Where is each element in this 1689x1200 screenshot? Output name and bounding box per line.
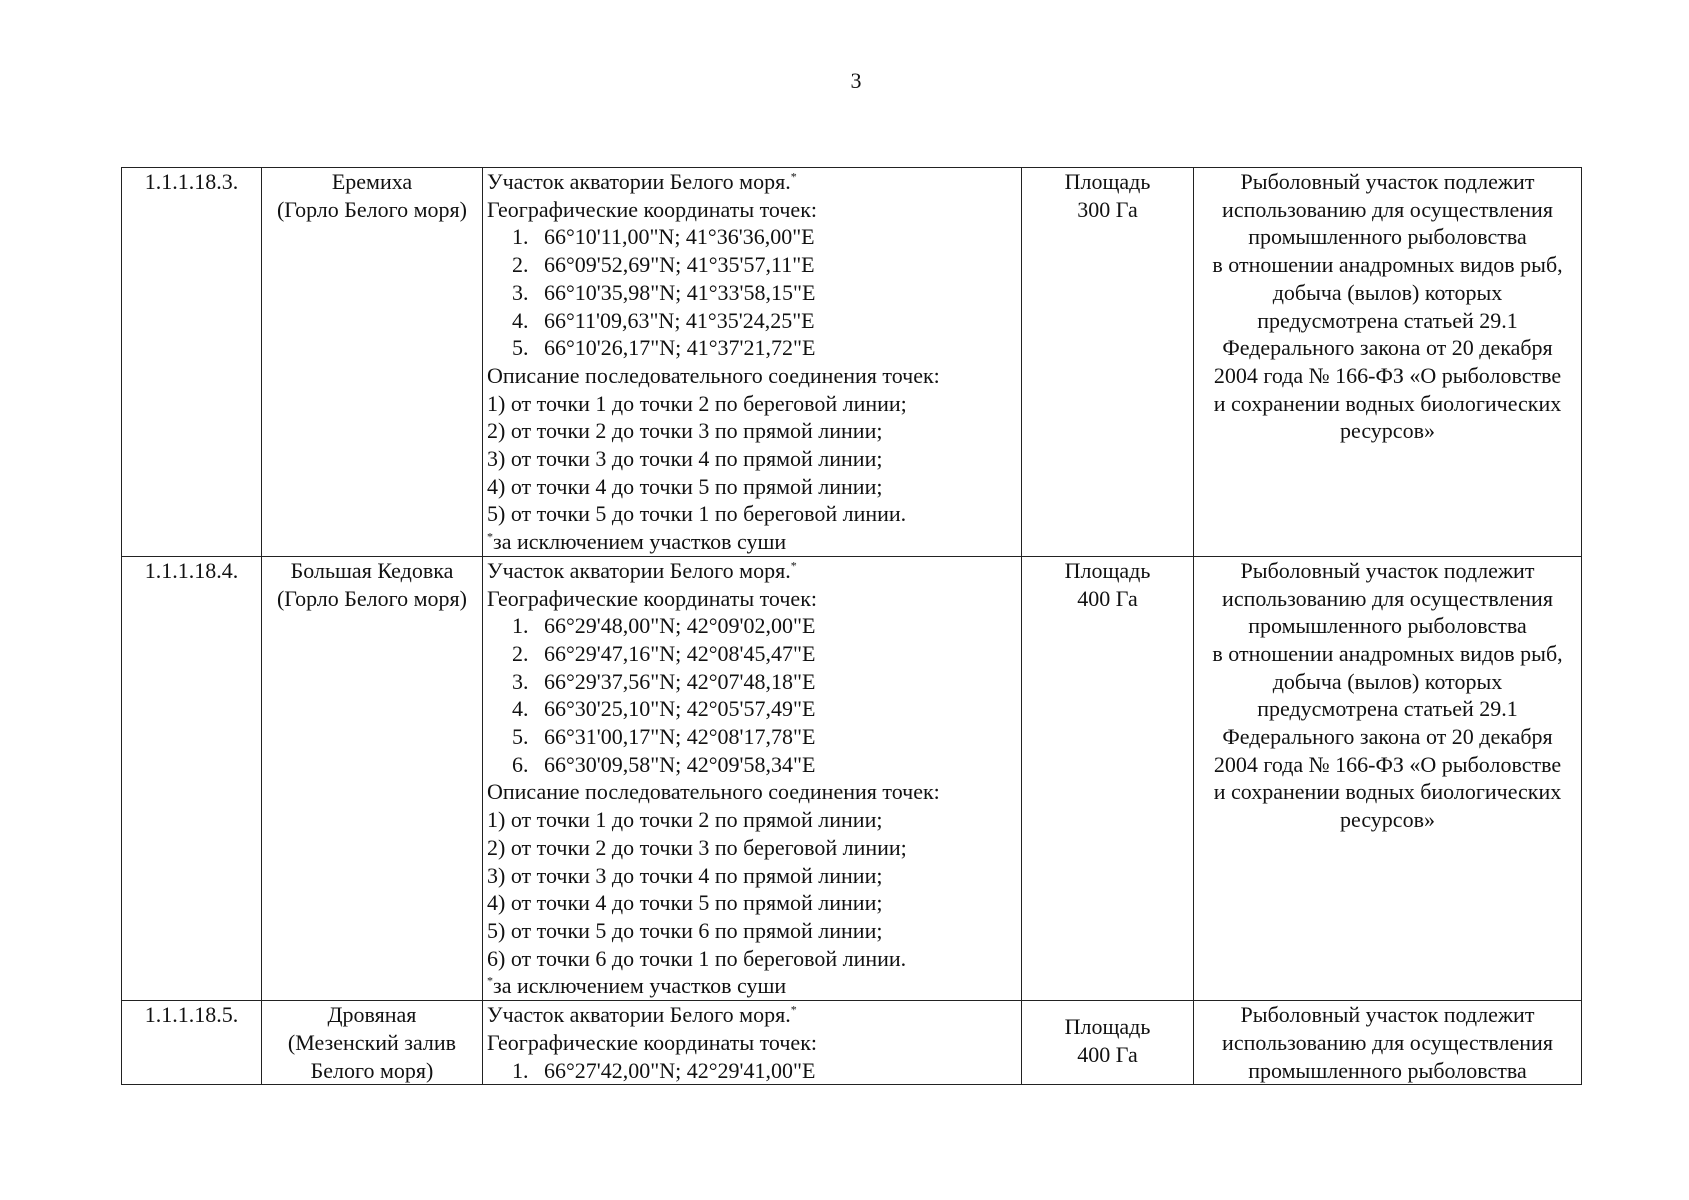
coordinate-item — [487, 279, 1017, 307]
connection-header: Описание последовательного соединения точек: — [487, 779, 940, 805]
area-size-line: Площадь — [1064, 169, 1151, 194]
area-size-cell — [1022, 556, 1194, 1000]
coordinate-index: 4. — [512, 696, 529, 722]
table-body — [122, 168, 1582, 1085]
footnote — [487, 528, 1017, 556]
description-title-text: Участок акватории Белого моря. — [487, 1002, 791, 1028]
coordinate-value: 66°29'48,00"N; 42°09'02,00"E — [544, 613, 816, 639]
purpose-note-line: Рыболовный участок подлежит — [1240, 1002, 1535, 1028]
table-row — [122, 1001, 1582, 1085]
coordinates-header: Географические координаты точек: — [487, 1029, 817, 1055]
area-name-line: (Горло Белого моря) — [276, 585, 468, 611]
page-number: 3 — [850, 68, 862, 93]
connection-item: 1) от точки 1 до точки 2 по прямой линии; — [487, 807, 883, 833]
description-title — [487, 1001, 1017, 1029]
coordinate-index: 1. — [512, 1057, 529, 1083]
description-title-text: Участок акватории Белого моря. — [487, 557, 791, 583]
purpose-note-line: в отношении анадромных видов рыб, — [1212, 252, 1563, 278]
coordinate-value: 66°10'35,98"N; 41°33'58,15"E — [544, 279, 816, 305]
coordinate-value: 66°09'52,69"N; 41°35'57,11"E — [544, 252, 815, 278]
area-name-line: Еремиха — [331, 169, 413, 194]
area-size-line: 300 Га — [1077, 196, 1138, 222]
coordinate-index: 3. — [512, 279, 529, 305]
purpose-note-line: Федерального закона от 20 декабря — [1222, 335, 1553, 361]
coordinate-item — [487, 307, 1017, 335]
coordinate-item — [487, 612, 1017, 640]
purpose-note-line: предусмотрена статьей 29.1 — [1257, 696, 1518, 722]
purpose-note-line: Рыболовный участок подлежит — [1240, 557, 1535, 583]
purpose-note-line: промышленного рыболовства — [1248, 224, 1527, 250]
description-title — [487, 557, 1017, 585]
area-size-cell — [1022, 168, 1194, 557]
coordinate-value: 66°10'11,00"N; 41°36'36,00"E — [544, 224, 815, 250]
coordinate-item — [487, 223, 1017, 251]
connection-item: 5) от точки 5 до точки 6 по прямой линии; — [487, 917, 883, 943]
description-cell — [483, 1001, 1022, 1085]
row-number-cell: 1.1.1.18.4. — [122, 556, 262, 1000]
purpose-note-line: добыча (вылов) которых — [1272, 668, 1503, 694]
connection-item: 2) от точки 2 до точки 3 по прямой линии; — [487, 418, 883, 444]
purpose-note-cell — [1194, 168, 1582, 557]
coordinate-item — [487, 695, 1017, 723]
purpose-note-line: Рыболовный участок подлежит — [1240, 169, 1535, 194]
connection-item: 6) от точки 6 до точки 1 по береговой линии. — [487, 945, 907, 971]
coordinate-item — [487, 640, 1017, 668]
coordinate-index: 5. — [512, 724, 529, 750]
area-name-line: Дровяная — [327, 1002, 417, 1028]
connection-item: 1) от точки 1 до точки 2 по береговой линии; — [487, 390, 907, 416]
description-title-text: Участок акватории Белого моря. — [487, 169, 791, 194]
footnote-marker: * — [790, 1002, 797, 1017]
coordinate-item — [487, 251, 1017, 279]
area-size-line: 400 Га — [1077, 585, 1138, 611]
area-size-line: Площадь — [1064, 1014, 1151, 1040]
purpose-note-line: и сохранении водных биологических — [1213, 390, 1562, 416]
purpose-note-cell — [1194, 1001, 1582, 1085]
footnote-text: за исключением участков суши — [493, 529, 787, 555]
coordinate-index: 3. — [512, 668, 529, 694]
connection-item: 3) от точки 3 до точки 4 по прямой линии; — [487, 446, 883, 472]
coordinate-item — [487, 751, 1017, 779]
area-name-cell — [262, 1001, 483, 1085]
coordinate-value: 66°30'25,10"N; 42°05'57,49"E — [544, 696, 816, 722]
connection-header: Описание последовательного соединения точек: — [487, 362, 940, 388]
purpose-note-line: Федерального закона от 20 декабря — [1222, 724, 1553, 750]
coordinate-value: 66°29'37,56"N; 42°07'48,18"E — [544, 668, 816, 694]
coordinate-value: 66°30'09,58"N; 42°09'58,34"E — [544, 751, 816, 777]
fishing-areas-table — [121, 167, 1582, 1085]
coordinate-value: 66°31'00,17"N; 42°08'17,78"E — [544, 724, 816, 750]
connection-item: 4) от точки 4 до точки 5 по прямой линии; — [487, 890, 883, 916]
connection-item: 5) от точки 5 до точки 1 по береговой линии. — [487, 501, 907, 527]
footnote-text: за исключением участков суши — [493, 973, 787, 999]
coordinate-item — [487, 334, 1017, 362]
table-row — [122, 556, 1582, 1000]
purpose-note-line: в отношении анадромных видов рыб, — [1212, 640, 1563, 666]
area-name-line: (Горло Белого моря) — [276, 196, 468, 222]
footnote-marker: * — [487, 529, 493, 544]
row-number-cell: 1.1.1.18.5. — [122, 1001, 262, 1085]
row-number-cell: 1.1.1.18.3. — [122, 168, 262, 557]
footnote-marker: * — [487, 974, 493, 989]
description-title — [487, 168, 1017, 196]
coordinate-item — [487, 668, 1017, 696]
coordinate-index: 4. — [512, 307, 529, 333]
area-size-line: 400 Га — [1077, 1041, 1138, 1067]
coordinate-value: 66°27'42,00"N; 42°29'41,00"E — [544, 1057, 816, 1083]
purpose-note-line: и сохранении водных биологических — [1213, 779, 1562, 805]
area-name-line: Большая Кедовка — [290, 557, 454, 583]
purpose-note-line: использованию для осуществления — [1222, 585, 1553, 611]
connection-item: 2) от точки 2 до точки 3 по береговой линии; — [487, 834, 907, 860]
coordinate-item — [487, 1057, 1017, 1085]
coordinate-index: 6. — [512, 751, 529, 777]
coordinate-index: 2. — [512, 640, 529, 666]
coordinate-value: 66°29'47,16"N; 42°08'45,47"E — [544, 640, 816, 666]
purpose-note-line: промышленного рыболовства — [1248, 613, 1527, 639]
area-size-line: Площадь — [1064, 557, 1151, 583]
purpose-note-line: ресурсов» — [1340, 418, 1435, 444]
footnote-marker: * — [790, 558, 797, 573]
coordinate-value: 66°10'26,17"N; 41°37'21,72"E — [544, 335, 816, 361]
area-name-line: Белого моря) — [310, 1057, 434, 1083]
coordinate-item — [487, 723, 1017, 751]
table-row — [122, 168, 1582, 557]
connection-item: 4) от точки 4 до точки 5 по прямой линии; — [487, 473, 883, 499]
connection-item: 3) от точки 3 до точки 4 по прямой линии; — [487, 862, 883, 888]
coordinate-index: 1. — [512, 224, 529, 250]
purpose-note-line: использованию для осуществления — [1222, 196, 1553, 222]
area-name-line: (Мезенский залив — [287, 1029, 457, 1055]
coordinate-index: 1. — [512, 613, 529, 639]
coordinate-index: 2. — [512, 252, 529, 278]
coordinates-header: Географические координаты точек: — [487, 585, 817, 611]
area-name-cell — [262, 556, 483, 1000]
purpose-note-line: использованию для осуществления — [1222, 1029, 1553, 1055]
coordinates-header: Географические координаты точек: — [487, 196, 817, 222]
area-size-cell — [1022, 1001, 1194, 1085]
coordinate-value: 66°11'09,63"N; 41°35'24,25"E — [544, 307, 815, 333]
purpose-note-line: ресурсов» — [1340, 807, 1435, 833]
area-name-cell — [262, 168, 483, 557]
purpose-note-line: добыча (вылов) которых — [1272, 279, 1503, 305]
purpose-note-line: 2004 года № 166-ФЗ «О рыболовстве — [1213, 362, 1562, 388]
footnote-marker: * — [790, 169, 797, 184]
description-cell — [483, 556, 1022, 1000]
purpose-note-line: 2004 года № 166-ФЗ «О рыболовстве — [1213, 751, 1562, 777]
coordinate-index: 5. — [512, 335, 529, 361]
purpose-note-line: промышленного рыболовства — [1248, 1057, 1527, 1083]
footnote — [487, 972, 1017, 1000]
purpose-note-cell — [1194, 556, 1582, 1000]
description-cell — [483, 168, 1022, 557]
purpose-note-line: предусмотрена статьей 29.1 — [1257, 307, 1518, 333]
